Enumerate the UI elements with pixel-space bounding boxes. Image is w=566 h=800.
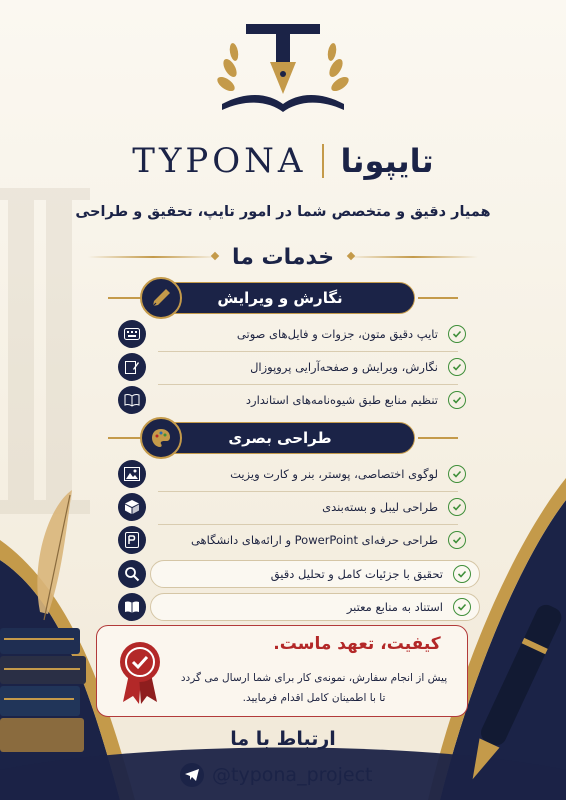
pill-body — [150, 560, 480, 588]
box-icon — [118, 493, 146, 521]
quality-badge-icon — [117, 640, 163, 704]
open-book-icon — [118, 593, 146, 621]
edit-document-icon — [118, 353, 146, 381]
check-icon — [453, 598, 471, 616]
brand-persian: تایپونا — [340, 142, 434, 180]
list-item-text: لوگوی اختصاصی، پوستر، بنر و کارت ویزیت — [230, 467, 438, 481]
pill-body — [150, 593, 480, 621]
section-title: نگارش و ویرایش — [217, 289, 343, 307]
quality-box — [96, 625, 468, 717]
list-item-text: نگارش، ویرایش و صفحه‌آرایی پروپوزال — [250, 360, 438, 374]
quality-title: کیفیت، تعهد ماست. — [273, 634, 441, 654]
list-item-text: تنظیم منابع طبق شیوه‌نامه‌های استاندارد — [245, 393, 438, 407]
list-item — [118, 353, 466, 381]
list-item-text: طراحی لیبل و بسته‌بندی — [322, 500, 438, 514]
list-item — [118, 386, 466, 414]
quality-line-2: تا با اطمینان کامل اقدام فرمایید. — [242, 692, 386, 704]
services-title: خدمات ما — [231, 244, 335, 270]
divider — [158, 524, 458, 525]
book-icon — [118, 386, 146, 414]
ornament-left — [88, 256, 218, 258]
check-icon — [448, 325, 466, 343]
divider — [158, 384, 458, 385]
list-item-text: تایپ دقیق متون، جزوات و فایل‌های صوتی — [236, 327, 438, 341]
check-icon — [453, 565, 471, 583]
divider — [158, 491, 458, 492]
brand-latin: TYPONA — [132, 141, 307, 181]
list-item — [118, 593, 480, 621]
check-icon — [448, 465, 466, 483]
list-item-text: طراحی حرفه‌ای PowerPoint و ارائه‌های دانشگاهی — [190, 533, 438, 547]
telegram-handle[interactable]: @typona_project — [212, 764, 373, 786]
list-item-text: تحقیق با جزئیات کامل و تحلیل دقیق — [270, 567, 443, 581]
list-item — [118, 493, 466, 521]
powerpoint-icon — [118, 526, 146, 554]
quality-line-1: پیش از انجام سفارش، نمونه‌ی کار برای شما ارسال می گردد — [180, 672, 448, 684]
section-ornament-right — [418, 297, 458, 299]
check-icon — [448, 358, 466, 376]
pen-icon — [140, 277, 182, 319]
list-item — [118, 526, 466, 554]
typona-logo — [208, 18, 358, 118]
image-icon — [118, 460, 146, 488]
brand-row — [0, 136, 566, 186]
list-item — [118, 320, 466, 348]
search-icon — [118, 560, 146, 588]
list-item — [118, 460, 466, 488]
divider — [158, 351, 458, 352]
brand-separator — [322, 144, 324, 178]
section-header-design — [145, 422, 415, 454]
section-title: طراحی بصری — [228, 429, 332, 447]
keyboard-icon — [118, 320, 146, 348]
contact-title: ارتباط با ما — [230, 728, 336, 750]
contact-link[interactable] — [180, 760, 390, 790]
check-icon — [448, 391, 466, 409]
section-header-writing — [145, 282, 415, 314]
check-icon — [448, 531, 466, 549]
tagline: همیار دقیق و متخصص شما در امور تایپ، تحقیق و طراحی — [75, 204, 491, 220]
list-item-text: استناد به منابع معتبر — [346, 600, 443, 614]
section-ornament-right — [418, 437, 458, 439]
telegram-icon[interactable] — [180, 763, 204, 787]
services-heading — [0, 240, 566, 274]
list-item — [118, 560, 480, 588]
ornament-right — [348, 256, 478, 258]
palette-icon — [140, 417, 182, 459]
check-icon — [448, 498, 466, 516]
